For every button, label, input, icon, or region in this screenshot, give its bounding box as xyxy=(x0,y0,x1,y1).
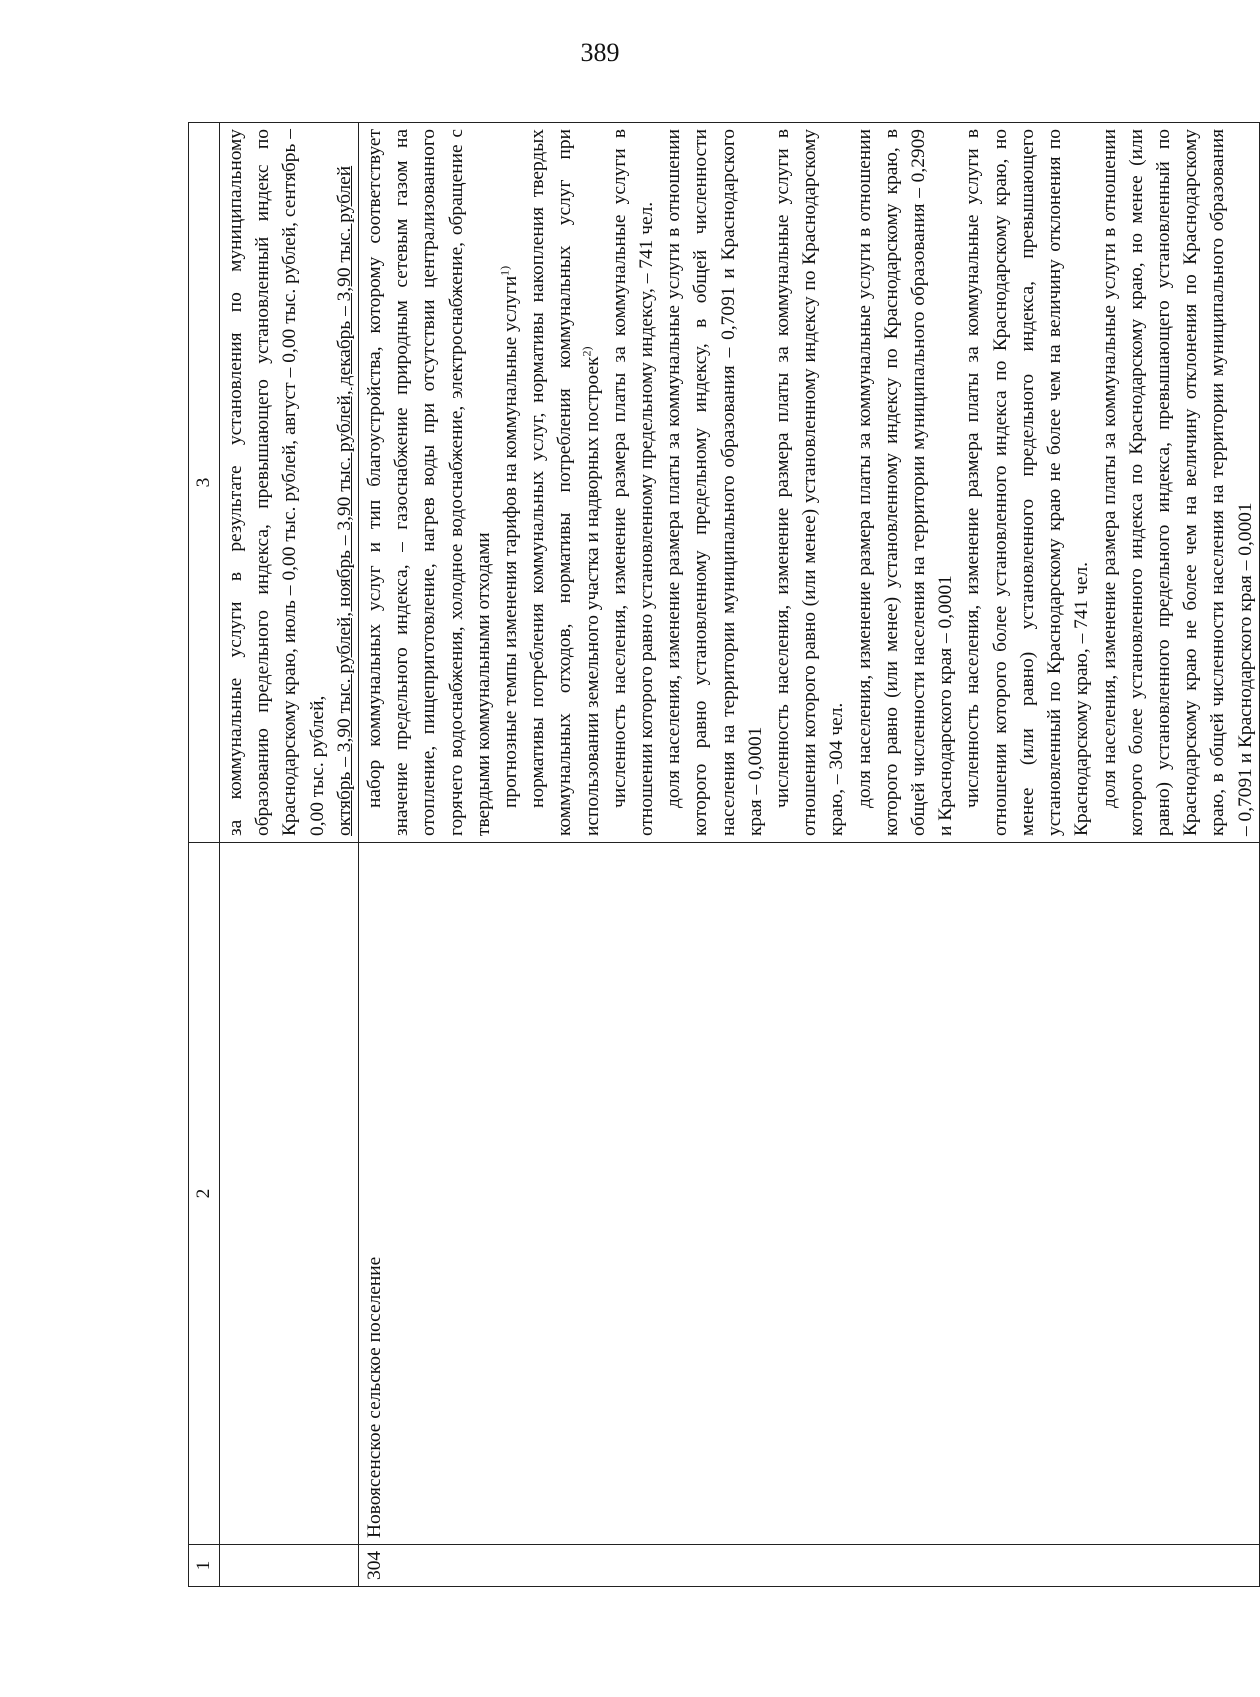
table-row xyxy=(359,123,1260,1587)
header-col-3: 3 xyxy=(189,123,220,843)
header-col-2: 2 xyxy=(189,843,220,1545)
row-number: 304 xyxy=(359,1545,1260,1587)
row-paragraph: численность населения, изменение размера платы за коммунальные услуги в отношении которого равно (или менее) установленному индексу по Краснодарскому краю, – 304 чел. xyxy=(772,129,848,836)
row-paragraph: доля населения, изменение размера платы за коммунальные услуги в отношении которого равно установленному предельному индексу, в общей численности населения на территории муниципального образования – 0,7091 и Краснодарского края – 0,0001 xyxy=(663,129,766,836)
continuation-line-1: за коммунальные услуги в результате установления по муниципальному образованию предельного индекса, превышающего установленный индекс по Краснодарскому краю, июль – 0,00 тыс. рублей, август – 0,00 тыс. рублей, сентябрь – 0,00 тыс. рублей, xyxy=(225,129,328,836)
rotated-table-wrapper xyxy=(188,123,1256,1587)
continuation-row xyxy=(220,123,359,1587)
row-paragraph: численность населения, изменение размера платы за коммунальные услуги в отношении которого равно установленному предельному индексу, – 741 чел. xyxy=(608,129,658,836)
row-paragraph: доля населения, изменение размера платы за коммунальные услуги в отношении которого более установленного индекса по Краснодарскому краю, но менее (или равно) установленного предельного индекса, превышающего установленный по Краснодарскому краю не более чем на величину отклонения по Краснодарскому краю, в общей численности населения на территории муниципального образования – 0,7091 и Краснодарского края – 0,0001 xyxy=(1098,129,1256,836)
continuation-cell-2 xyxy=(220,843,359,1545)
paragraph-text: прогнозные темпы изменения тарифов на коммунальные услуги xyxy=(500,275,522,808)
row-details xyxy=(359,123,1260,843)
row-paragraph xyxy=(524,129,606,836)
footnote-marker: 2) xyxy=(579,346,594,357)
page-number: 389 xyxy=(580,38,620,67)
row-paragraph xyxy=(497,129,524,836)
row-paragraph: набор коммунальных услуг и тип благоустройства, которому соответствует значение предельного индекса, – газоснабжение природным сетевым газом на отопление, пищеприготовление, нагрев воды при отсутствии централизованного горячего водоснабжения, холодное водоснабжение, электроснабжение, обращение с твердыми коммунальными отходами xyxy=(364,129,494,836)
continuation-cell-3 xyxy=(220,123,359,843)
document-table xyxy=(188,122,1260,1587)
continuation-cell-1 xyxy=(220,1545,359,1587)
footnote-marker: 1) xyxy=(497,265,512,276)
table-header-row xyxy=(189,123,220,1587)
header-col-1: 1 xyxy=(189,1545,220,1587)
table-sheet xyxy=(188,123,1256,1587)
row-paragraph: численность населения, изменение размера платы за коммунальные услуги в отношении которого более установленного индекса по Краснодарскому краю, но менее (или равно) установленного предельного индекса, превышающего установленный по Краснодарскому краю не более чем на величину отклонения по Краснодарскому краю, – 741 чел. xyxy=(962,129,1093,836)
continuation-line-2: октябрь – 3,90 тыс. рублей, ноябрь – 3,90 тыс. рублей, декабрь – 3,90 тыс. рублей xyxy=(333,165,355,836)
row-paragraph: доля населения, изменение размера платы за коммунальные услуги в отношении которого равно (или менее) установленному индексу по Краснодарскому краю, в общей численности населения на территории муниципального образования – 0,2909 и Краснодарского края – 0,0001 xyxy=(853,129,957,836)
paragraph-text: нормативы потребления коммунальных услуг, нормативы накопления твердых коммунальных отходов, нормативы потребления коммунальных услуг при использовании земельного участка и надворных построек xyxy=(527,129,603,836)
row-name: Новоясенское сельское поселение xyxy=(359,843,1260,1545)
